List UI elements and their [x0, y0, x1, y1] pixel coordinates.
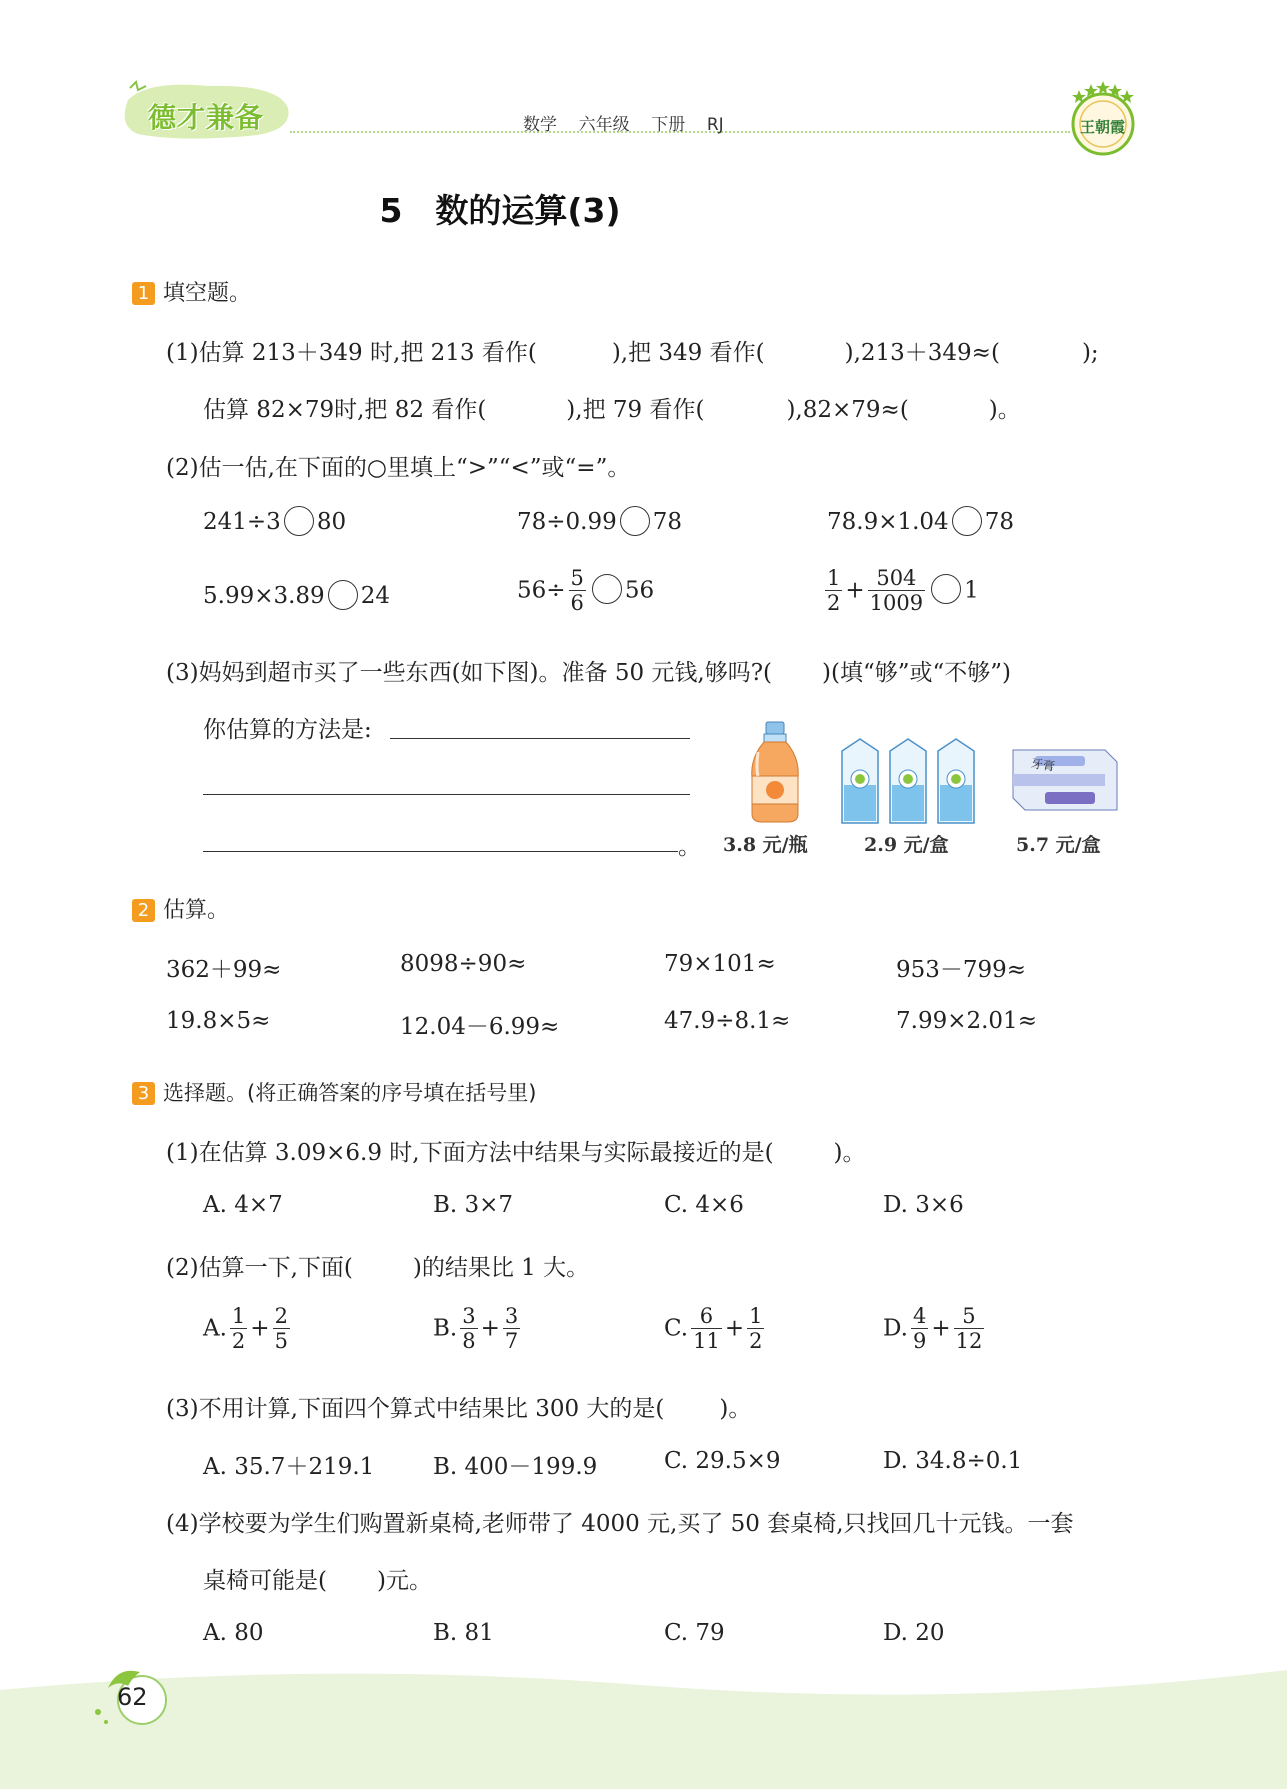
fraction-numerator: 2: [274, 1304, 288, 1328]
compare-item: [517, 508, 682, 538]
s3-q4-line2: [203, 1562, 432, 1595]
compare-right: 1: [964, 577, 979, 604]
page-title: 5 数的运算(3): [379, 191, 621, 230]
s3-q2-text: [166, 1249, 589, 1282]
section2-number: 2: [132, 899, 155, 922]
compare-item: [203, 508, 346, 538]
s3-q3-text-b: )。: [719, 1396, 752, 1422]
compare-circle[interactable]: [620, 506, 650, 536]
fraction-denominator: 7: [504, 1329, 519, 1354]
option[interactable]: C. 29.5×9: [664, 1448, 781, 1474]
fraction: [825, 566, 842, 615]
s1-q3-text-a: (3)妈妈到超市买了一些东西(如下图)。准备 50 元钱,够吗?(: [166, 660, 773, 686]
plus-sign: +: [724, 1315, 745, 1342]
option[interactable]: A. 35.7＋219.1: [203, 1454, 375, 1480]
compare-item: [822, 566, 979, 615]
compare-circle[interactable]: [328, 580, 358, 610]
answer-line[interactable]: [203, 794, 690, 795]
compare-right: 78: [984, 509, 1014, 535]
price-label: 2.9 元/盒: [864, 834, 949, 856]
fraction-numerator: 504: [876, 566, 917, 590]
compare-item: [827, 508, 1014, 538]
estimate-item: 362＋99≈: [166, 957, 282, 983]
fraction-denominator: 2: [827, 591, 841, 616]
plus-sign: +: [845, 577, 865, 604]
compare-left: 5.99×3.89: [203, 583, 325, 609]
page-number: 62: [117, 1683, 148, 1711]
s1-q1-line2-a: 估算 82×79时,把 82 看作(: [203, 397, 487, 423]
fraction-denominator: 9: [912, 1329, 927, 1354]
fraction-denominator: 12: [955, 1329, 983, 1354]
compare-right: 24: [360, 583, 390, 609]
milk-cartons-icon: [838, 735, 980, 827]
header-edition: RJ: [706, 115, 724, 135]
estimate-item: 953－799≈: [896, 957, 1027, 983]
fraction: [747, 1304, 764, 1353]
estimate-item: 79×101≈: [664, 951, 776, 977]
estimate-item: 19.8×5≈: [166, 1008, 271, 1034]
option-label: B.: [433, 1315, 458, 1342]
compare-left: 78.9×1.04: [827, 509, 949, 535]
s1-q3-text: [166, 654, 1011, 687]
toothpaste-label: 牙膏: [1030, 756, 1056, 774]
compare-right: 80: [316, 509, 347, 535]
s1-q1-line2: [203, 391, 1021, 424]
s1-q3-end: 。: [678, 834, 701, 860]
option-label: D.: [883, 1315, 908, 1342]
estimate-item: 12.04－6.99≈: [400, 1014, 560, 1040]
seal-text: 王朝霞: [1080, 118, 1126, 136]
fraction-numerator: 4: [912, 1304, 927, 1328]
fraction: [503, 1304, 520, 1353]
estimate-item: 47.9÷8.1≈: [664, 1008, 791, 1034]
fraction-numerator: 1: [749, 1304, 763, 1328]
compare-item: [517, 566, 654, 615]
footer-wave: [0, 1660, 1287, 1789]
s1-q2-text: (2)估一估,在下面的○里填上“>”“<”或“=”。: [166, 455, 631, 481]
plus-sign: +: [250, 1315, 270, 1342]
s3-q1-text-b: )。: [833, 1140, 866, 1166]
compare-right: 78: [652, 509, 683, 535]
fraction: [569, 566, 586, 615]
s3-q4-line1: (4)学校要为学生们购置新桌椅,老师带了 4000 元,买了 50 套桌椅,只找回几十元钱。一套: [166, 1511, 1074, 1537]
option[interactable]: B. 3×7: [433, 1192, 514, 1218]
option[interactable]: [433, 1304, 523, 1353]
section2-heading: [132, 893, 229, 924]
fraction: [868, 566, 925, 615]
option-label: C.: [664, 1315, 689, 1342]
option[interactable]: [203, 1304, 293, 1353]
brand-seal: [1064, 78, 1142, 160]
fraction: [230, 1304, 247, 1353]
s3-q1-text-a: (1)在估算 3.09×6.9 时,下面方法中结果与实际最接近的是(: [166, 1140, 774, 1166]
s1-q1-text-b: ),把 349 看作(: [611, 340, 765, 366]
header-logo: [118, 80, 298, 142]
toothpaste-boxes: [1005, 740, 1120, 820]
answer-line[interactable]: [390, 738, 690, 739]
section1-title: 填空题。: [163, 281, 252, 306]
fraction: [954, 1304, 985, 1353]
option[interactable]: [883, 1304, 987, 1353]
s3-q4-text-b: )元。: [376, 1568, 432, 1594]
estimate-item: 7.99×2.01≈: [896, 1008, 1037, 1034]
s1-q1-text-a: (1)估算 213＋349 时,把 213 看作(: [166, 340, 537, 366]
fraction-numerator: 3: [504, 1304, 519, 1328]
compare-left: 241÷3: [203, 509, 281, 535]
fraction-denominator: 6: [570, 591, 584, 616]
fraction-numerator: 5: [570, 566, 584, 590]
fraction-denominator: 2: [231, 1329, 246, 1354]
s3-q2-text-b: )的结果比 1 大。: [412, 1255, 590, 1281]
section3-number: 3: [132, 1082, 155, 1105]
s1-q1-text-d: );: [1081, 340, 1099, 366]
fraction-numerator: 6: [699, 1304, 714, 1328]
s3-q3-text: [166, 1390, 751, 1423]
fraction-denominator: 1009: [869, 591, 924, 616]
option[interactable]: D. 34.8÷0.1: [883, 1448, 1023, 1474]
fraction: [460, 1304, 477, 1353]
s3-q3-text-a: (3)不用计算,下面四个算式中结果比 300 大的是(: [166, 1396, 665, 1422]
s1-q3-method-label: 你估算的方法是:: [203, 717, 372, 743]
fraction-denominator: 11: [693, 1329, 720, 1354]
plus-sign: +: [931, 1315, 951, 1342]
header-meta: [523, 110, 724, 135]
compare-circle[interactable]: [284, 506, 314, 536]
option[interactable]: C. 79: [664, 1620, 725, 1646]
juice-bottle-icon: [740, 718, 810, 826]
section3-title: 选择题。(将正确答案的序号填在括号里): [163, 1081, 537, 1105]
fraction-numerator: 5: [962, 1304, 976, 1328]
fraction-numerator: 3: [462, 1304, 476, 1328]
fraction: [691, 1304, 722, 1353]
section1-heading: [132, 276, 251, 307]
compare-left: 56÷: [517, 577, 566, 604]
option-label: A.: [203, 1315, 227, 1342]
header-volume: 下册: [651, 115, 686, 135]
header-grade: 六年级: [578, 115, 630, 135]
compare-circle[interactable]: [931, 574, 961, 604]
fraction-denominator: 5: [274, 1329, 288, 1354]
plus-sign: +: [480, 1315, 500, 1342]
price-label: 5.7 元/盒: [1016, 834, 1101, 856]
fraction-denominator: 2: [749, 1329, 763, 1354]
compare-item: [203, 582, 390, 612]
price-label: 3.8 元/瓶: [723, 834, 808, 856]
option[interactable]: D. 20: [883, 1620, 945, 1646]
section1-number: 1: [132, 282, 155, 305]
toothpaste-box-icon: [1005, 740, 1120, 820]
compare-circle[interactable]: [592, 574, 622, 604]
logo-text: 德才兼备: [148, 101, 265, 134]
s1-q1-line1: [166, 334, 1099, 367]
compare-left: 78÷0.99: [517, 509, 617, 535]
fraction: [273, 1304, 290, 1353]
section2-title: 估算。: [163, 898, 230, 923]
compare-right: 56: [624, 577, 655, 604]
s1-q1-line2-c: ),82×79≈(: [786, 397, 909, 423]
section3-heading: [132, 1077, 536, 1107]
s1-q3-text-b: )(填“够”或“不够”): [822, 660, 1011, 686]
s3-q4-text-a: 桌椅可能是(: [203, 1568, 327, 1594]
s1-q1-line2-d: )。: [988, 397, 1021, 423]
s1-q1-text-c: ),213＋349≈(: [844, 340, 1000, 366]
option[interactable]: A. 80: [203, 1620, 264, 1646]
option[interactable]: C. 4×6: [664, 1192, 744, 1218]
s1-q1-line2-b: ),把 79 看作(: [566, 397, 705, 423]
option[interactable]: B. 81: [433, 1620, 494, 1646]
fraction-denominator: 8: [462, 1329, 476, 1354]
estimate-item: 8098÷90≈: [400, 951, 527, 977]
s3-q1-text: [166, 1134, 866, 1167]
fraction-numerator: 1: [827, 566, 841, 590]
fraction: [911, 1304, 928, 1353]
fraction-numerator: 1: [231, 1304, 246, 1328]
option[interactable]: A. 4×7: [203, 1192, 283, 1218]
option[interactable]: D. 3×6: [883, 1192, 964, 1218]
compare-circle[interactable]: [952, 506, 982, 536]
option[interactable]: [664, 1304, 767, 1353]
option[interactable]: B. 400－199.9: [433, 1454, 598, 1480]
answer-line[interactable]: [203, 851, 678, 852]
header-subject: 数学: [523, 115, 557, 135]
s3-q2-text-a: (2)估算一下,下面(: [166, 1255, 353, 1281]
